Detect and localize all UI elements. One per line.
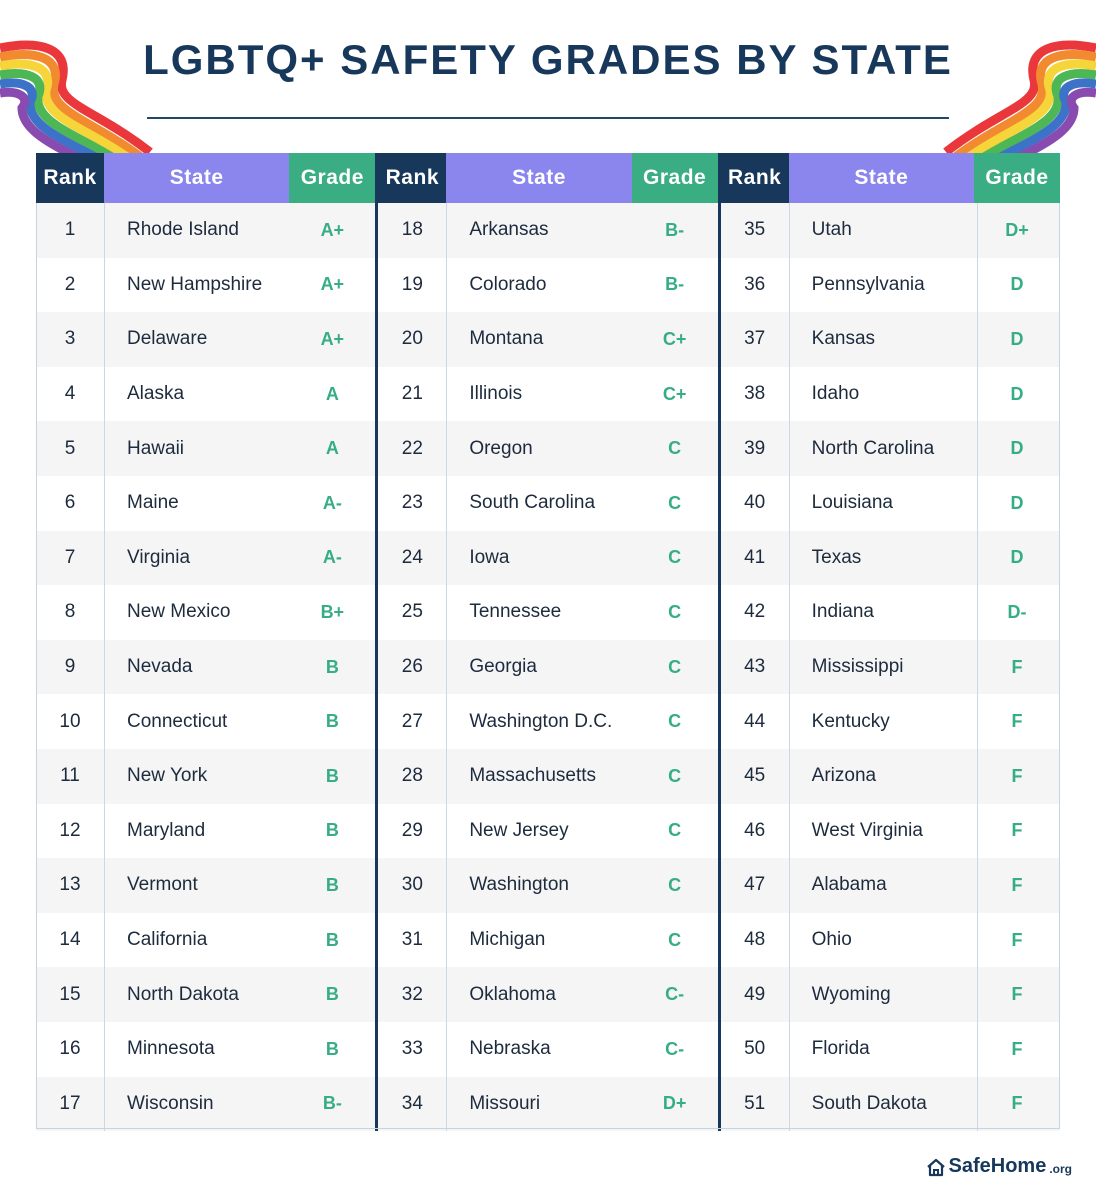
rank-cell: 16: [59, 1038, 81, 1060]
state-cell: Minnesota: [127, 1038, 215, 1060]
rank-cell: 24: [401, 546, 423, 568]
rank-cell: 44: [744, 710, 766, 732]
state-cell: Iowa: [469, 546, 510, 568]
state-cell: Maine: [127, 492, 179, 514]
table-row: [721, 585, 1060, 640]
rank-cell: 30: [401, 874, 423, 896]
table-row: [721, 749, 1060, 804]
grade-cell: C: [668, 547, 682, 568]
grade-cell: C: [668, 711, 682, 732]
grade-cell: A: [325, 383, 339, 404]
grade-cell: C: [668, 601, 682, 622]
rank-cell: 15: [59, 983, 81, 1005]
logo-name: SafeHome: [948, 1155, 1047, 1177]
rank-cell: 48: [744, 929, 766, 951]
table-row: [36, 913, 375, 968]
state-cell: Connecticut: [127, 710, 228, 732]
grade-cell: F: [1011, 711, 1023, 732]
rank-cell: 40: [744, 492, 766, 514]
state-cell: Washington: [469, 874, 569, 896]
rank-header: Rank: [36, 153, 104, 203]
state-cell: Missouri: [469, 1092, 541, 1114]
grade-cell: D: [1010, 438, 1024, 459]
state-cell: New Mexico: [127, 601, 231, 623]
state-cell: Indiana: [811, 601, 874, 623]
grades-table: [36, 153, 1060, 1131]
table-row: [378, 694, 717, 749]
rank-cell: 42: [744, 601, 766, 623]
grade-cell: A+: [320, 328, 345, 349]
table-header: [721, 153, 1060, 203]
table-row: [378, 858, 717, 913]
grade-cell: F: [1011, 984, 1023, 1005]
table-row: [721, 421, 1060, 476]
table-row: [36, 749, 375, 804]
state-cell: Utah: [811, 219, 852, 241]
table-row: [36, 1077, 375, 1132]
table-row: [378, 421, 717, 476]
state-cell: Arkansas: [469, 219, 549, 241]
grade-cell: C+: [662, 383, 687, 404]
state-cell: New Jersey: [469, 819, 569, 841]
grade-cell: F: [1011, 656, 1023, 677]
state-cell: Wisconsin: [127, 1092, 214, 1114]
rank-cell: 41: [744, 546, 766, 568]
grade-cell: C-: [665, 1038, 685, 1059]
table-row: [721, 1077, 1060, 1132]
state-cell: Maryland: [127, 819, 206, 841]
rank-cell: 6: [64, 492, 76, 514]
rank-cell: 50: [744, 1038, 766, 1060]
grade-header: Grade: [289, 153, 375, 203]
rank-header: Rank: [721, 153, 789, 203]
state-cell: Virginia: [127, 546, 191, 568]
rank-cell: 32: [401, 983, 423, 1005]
rank-cell: 19: [401, 273, 423, 295]
table-header: [36, 153, 375, 203]
rank-cell: 12: [59, 819, 81, 841]
table-row: [378, 640, 717, 695]
rank-cell: 9: [64, 656, 76, 678]
table-row: [378, 749, 717, 804]
grade-cell: D: [1010, 274, 1024, 295]
state-cell: Louisiana: [811, 492, 893, 514]
state-cell: Florida: [811, 1038, 870, 1060]
grade-cell: F: [1011, 929, 1023, 950]
state-cell: Nebraska: [469, 1038, 551, 1060]
rank-cell: 43: [744, 656, 766, 678]
rank-cell: 8: [64, 601, 76, 623]
rank-cell: 4: [64, 383, 76, 405]
rank-cell: 38: [744, 383, 766, 405]
grade-cell: B-: [665, 219, 685, 240]
table-row: [36, 476, 375, 531]
grade-cell: B+: [320, 601, 345, 622]
state-cell: Hawaii: [127, 437, 185, 459]
table-row: [721, 858, 1060, 913]
state-cell: Kansas: [811, 328, 876, 350]
table-row: [36, 858, 375, 913]
table-row: [378, 258, 717, 313]
grade-cell: F: [1011, 1038, 1023, 1059]
table-row: [721, 312, 1060, 367]
rank-cell: 1: [64, 219, 76, 241]
table-body: [721, 203, 1060, 1131]
grade-cell: B: [325, 874, 339, 895]
rank-cell: 37: [744, 328, 766, 350]
state-cell: Delaware: [127, 328, 208, 350]
grade-cell: A+: [320, 274, 345, 295]
table-row: [378, 1022, 717, 1077]
table-row: [36, 531, 375, 586]
grade-cell: B: [325, 984, 339, 1005]
rank-cell: 34: [401, 1092, 423, 1114]
table-row: [378, 531, 717, 586]
table-row: [36, 640, 375, 695]
grade-cell: B: [325, 656, 339, 677]
state-cell: Pennsylvania: [811, 273, 925, 295]
grade-cell: F: [1011, 874, 1023, 895]
table-row: [378, 203, 717, 258]
state-cell: Washington D.C.: [469, 710, 613, 732]
grade-header: Grade: [974, 153, 1060, 203]
table-row: [721, 1022, 1060, 1077]
grade-cell: D-: [1007, 601, 1027, 622]
table-row: [36, 1022, 375, 1077]
grade-cell: D: [1010, 328, 1024, 349]
table-row: [36, 585, 375, 640]
table-row: [36, 312, 375, 367]
state-cell: Kentucky: [811, 710, 890, 732]
state-cell: South Dakota: [811, 1092, 927, 1114]
state-cell: Georgia: [469, 656, 537, 678]
logo-tld: .org: [1049, 1162, 1072, 1176]
table-row: [36, 367, 375, 422]
grade-cell: F: [1011, 765, 1023, 786]
state-cell: New York: [127, 765, 208, 787]
grade-cell: A+: [320, 219, 345, 240]
state-cell: Oregon: [469, 437, 533, 459]
rank-cell: 10: [59, 710, 81, 732]
rank-cell: 20: [401, 328, 423, 350]
rank-header: Rank: [378, 153, 446, 203]
grade-cell: D: [1010, 383, 1024, 404]
grade-cell: B: [325, 929, 339, 950]
rank-cell: 51: [744, 1092, 766, 1114]
grade-cell: D+: [662, 1093, 687, 1114]
table-row: [36, 804, 375, 859]
grade-cell: B: [325, 1038, 339, 1059]
state-cell: Rhode Island: [127, 219, 239, 241]
rank-cell: 31: [401, 929, 423, 951]
state-cell: Wyoming: [811, 983, 891, 1005]
grade-cell: D: [1010, 547, 1024, 568]
grade-cell: D+: [1005, 219, 1029, 240]
grade-cell: C+: [662, 328, 687, 349]
state-cell: Texas: [811, 546, 862, 568]
table-row: [378, 804, 717, 859]
table-header: [378, 153, 717, 203]
grade-cell: C: [668, 874, 682, 895]
grade-cell: A-: [322, 547, 342, 568]
table-row: [36, 258, 375, 313]
grade-cell: D: [1010, 492, 1024, 513]
table-row: [36, 694, 375, 749]
rank-cell: 23: [401, 492, 423, 514]
grade-cell: C: [668, 820, 682, 841]
table-row: [721, 531, 1060, 586]
state-header: State: [446, 153, 631, 203]
table-row: [378, 367, 717, 422]
state-cell: South Carolina: [469, 492, 596, 514]
grade-cell: C: [668, 656, 682, 677]
rank-cell: 26: [401, 656, 423, 678]
table-group-3: [718, 153, 1060, 1131]
grade-cell: F: [1011, 1093, 1023, 1114]
page-title: LGBTQ+ SAFETY GRADES BY STATE: [143, 36, 953, 83]
state-cell: Mississippi: [811, 656, 904, 678]
state-cell: Oklahoma: [469, 983, 556, 1005]
rank-cell: 14: [59, 929, 81, 951]
state-cell: Vermont: [127, 874, 198, 896]
rank-cell: 46: [744, 819, 766, 841]
rank-cell: 27: [401, 710, 423, 732]
grade-cell: C: [668, 492, 682, 513]
state-cell: California: [127, 929, 208, 951]
rank-cell: 7: [64, 546, 76, 568]
safehome-logo: [925, 1155, 1072, 1178]
table-row: [721, 967, 1060, 1022]
state-cell: Ohio: [811, 929, 852, 951]
rank-cell: 3: [64, 328, 76, 350]
table-row: [378, 312, 717, 367]
rank-cell: 35: [744, 219, 766, 241]
table-row: [378, 913, 717, 968]
table-row: [721, 913, 1060, 968]
rank-cell: 45: [744, 765, 766, 787]
grade-cell: B-: [322, 1093, 342, 1114]
rank-cell: 17: [59, 1092, 81, 1114]
rank-cell: 2: [64, 273, 76, 295]
state-cell: Idaho: [811, 383, 860, 405]
table-body: [378, 203, 717, 1131]
state-cell: North Dakota: [127, 983, 239, 1005]
state-cell: Montana: [469, 328, 544, 350]
table-group-2: [375, 153, 717, 1131]
rank-cell: 47: [744, 874, 766, 896]
rank-cell: 22: [401, 437, 423, 459]
state-cell: New Hampshire: [127, 273, 263, 295]
rank-cell: 33: [401, 1038, 423, 1060]
grade-cell: B: [325, 765, 339, 786]
state-header: State: [789, 153, 974, 203]
rank-cell: 25: [401, 601, 423, 623]
rank-cell: 13: [59, 874, 81, 896]
table-row: [378, 967, 717, 1022]
rank-cell: 39: [744, 437, 766, 459]
rank-cell: 11: [60, 765, 80, 787]
state-cell: Alaska: [127, 383, 185, 405]
title-underline: [147, 117, 949, 119]
grade-cell: A-: [322, 492, 342, 513]
table-row: [721, 203, 1060, 258]
grade-cell: B-: [665, 274, 685, 295]
state-cell: Illinois: [469, 383, 523, 405]
rank-cell: 5: [64, 437, 76, 459]
table-row: [721, 476, 1060, 531]
rank-cell: 18: [401, 219, 423, 241]
rank-cell: 29: [401, 819, 423, 841]
table-row: [721, 694, 1060, 749]
state-header: State: [104, 153, 289, 203]
table-body: [36, 203, 375, 1131]
state-cell: Michigan: [469, 929, 546, 951]
rank-cell: 49: [744, 983, 766, 1005]
state-cell: Arizona: [811, 765, 877, 787]
state-cell: Nevada: [127, 656, 193, 678]
table-row: [378, 585, 717, 640]
grade-cell: B: [325, 820, 339, 841]
table-row: [721, 258, 1060, 313]
table-row: [721, 804, 1060, 859]
grade-cell: B: [325, 711, 339, 732]
grade-cell: A: [325, 438, 339, 459]
table-row: [36, 203, 375, 258]
state-cell: Alabama: [811, 874, 887, 896]
grade-header: Grade: [632, 153, 718, 203]
table-row: [378, 476, 717, 531]
grade-cell: F: [1011, 820, 1023, 841]
rank-cell: 21: [401, 383, 423, 405]
table-row: [721, 640, 1060, 695]
grade-cell: C: [668, 438, 682, 459]
state-cell: West Virginia: [811, 819, 923, 841]
grade-cell: C: [668, 765, 682, 786]
house-icon: [925, 1156, 947, 1178]
table-row: [378, 1077, 717, 1132]
table-row: [36, 421, 375, 476]
state-cell: Tennessee: [469, 601, 562, 623]
grade-cell: C: [668, 929, 682, 950]
state-cell: Colorado: [469, 273, 547, 295]
table-row: [36, 967, 375, 1022]
grade-cell: C-: [665, 984, 685, 1005]
state-cell: North Carolina: [811, 437, 935, 459]
state-cell: Massachusetts: [469, 765, 597, 787]
table-group-1: [36, 153, 375, 1131]
rank-cell: 36: [744, 273, 766, 295]
rank-cell: 28: [401, 765, 423, 787]
table-row: [721, 367, 1060, 422]
